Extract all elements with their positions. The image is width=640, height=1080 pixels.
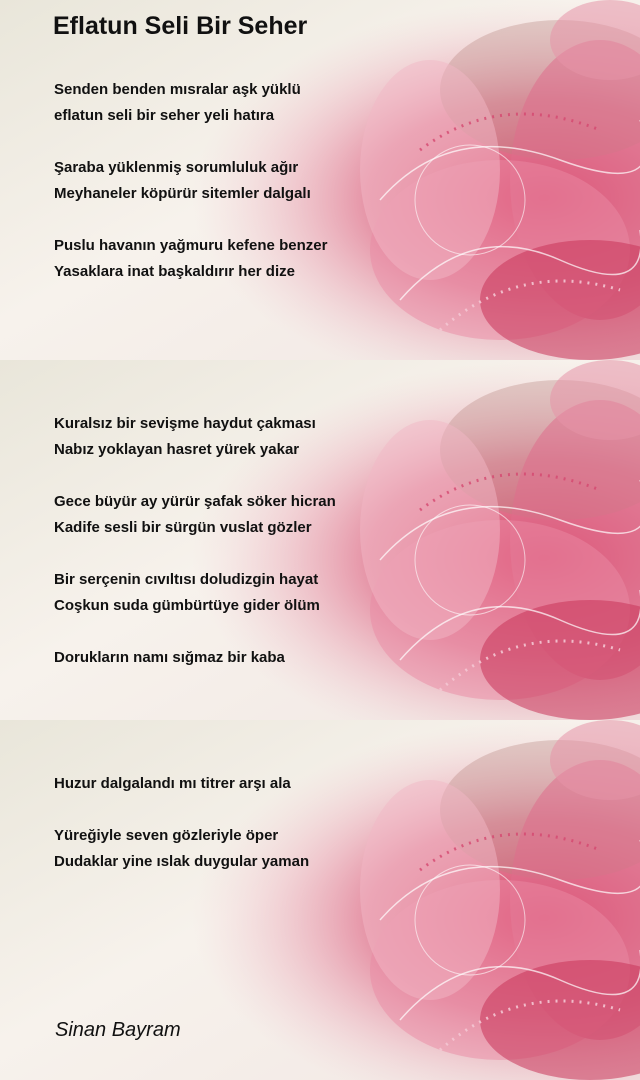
poem-line: eflatun seli bir seher yeli hatıra [54,107,275,124]
background-panel-1 [0,0,640,360]
floral-background-image [0,0,640,360]
poem-line: Kadife sesli bir sürgün vuslat gözler [54,519,312,536]
poem-line: Coşkun suda gümbürtüye gider ölüm [54,597,320,614]
poem-line: Dorukların namı sığmaz bir kaba [54,649,285,666]
poem-line: Senden benden mısralar aşk yüklü [54,81,301,98]
poem-line: Gece büyür ay yürür şafak söker hicran [54,493,336,510]
poem-line: Kuralsız bir sevişme haydut çakması [54,415,316,432]
poem-author: Sinan Bayram [55,1019,181,1041]
poem-line: Nabız yoklayan hasret yürek yakar [54,441,300,458]
poem-line: Dudaklar yine ıslak duygular yaman [54,853,310,870]
poem-line: Yasaklara inat başkaldırır her dize [54,263,295,280]
poem-line: Bir serçenin cıvıltısı doludizgin hayat [54,571,319,588]
poem-line: Şaraba yüklenmiş sorumluluk ağır [54,159,299,176]
poem-title: Eflatun Seli Bir Seher [53,12,308,40]
poem-line: Meyhaneler köpürür sitemler dalgalı [54,185,311,202]
poem-line: Yüreğiyle seven gözleriyle öper [54,827,279,844]
poem-line: Huzur dalgalandı mı titrer arşı ala [54,775,291,792]
poem-line: Puslu havanın yağmuru kefene benzer [54,237,328,254]
